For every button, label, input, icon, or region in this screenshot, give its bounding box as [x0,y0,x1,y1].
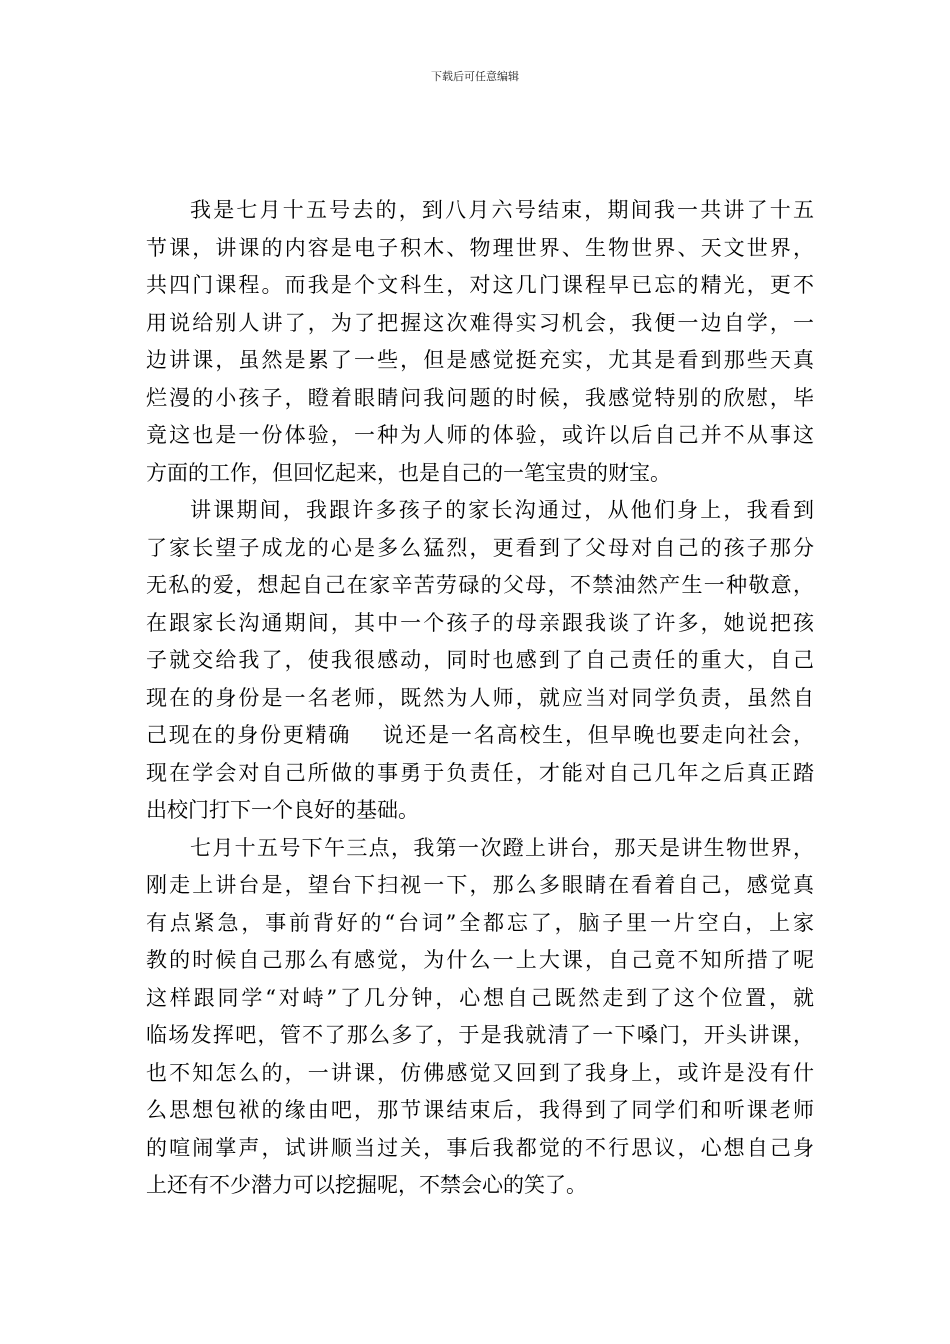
text-line: 节课，讲课的内容是电子积木、物理世界、生物世界、天文世界， [146,235,814,260]
text-line: 在跟家长沟通期间，其中一个孩子的母亲跟我谈了许多，她说把孩 [146,610,814,635]
text-line: 我是七月十五号去的，到八月六号结束，期间我一共讲了十五 [190,198,814,222]
text-line: 己现在的身份更精确 说还是一名高校生，但早晚也要走向社会， [146,723,814,747]
text-line: 方面的工作，但回忆起来，也是自己的一笔宝贵的财宝。 [146,460,671,485]
text-line: 竟这也是一份体验，一种为人师的体验，或许以后自己并不从事这 [146,423,814,447]
text-line: 现在学会对自己所做的事勇于负责任，才能对自己几年之后真正踏 [146,760,814,785]
text-line: 烂漫的小孩子，瞪着眼睛问我问题的时候，我感觉特别的欣慰，毕 [146,385,814,410]
text-line: 共四门课程。而我是个文科生，对这几门课程早已忘的精光，更不 [146,273,814,297]
text-line: 上还有不少潜力可以挖掘呢，不禁会心的笑了。 [146,1173,587,1197]
text-line: 讲课期间，我跟许多孩子的家长沟通过，从他们身上，我看到 [190,498,814,522]
text-line: 的喧闹掌声，试讲顺当过关，事后我都觉的不行思议，心想自己身 [146,1135,814,1160]
page-header: 下载后可任意编辑 [431,70,519,83]
text-line: 了家长望子成龙的心是多么猛烈，更看到了父母对自己的孩子那分 [146,535,814,560]
text-line: 刚走上讲台是，望台下扫视一下，那么多眼睛在看着自己，感觉真 [146,873,814,897]
text-line: 临场发挥吧，管不了那么多了，于是我就清了一下嗓门，开头讲课， [146,1023,814,1047]
text-line: 有点紧急，事前背好的“台词”全都忘了，脑子里一片空白，上家 [146,910,814,935]
text-line: 教的时候自己那么有感觉，为什么一上大课，自己竟不知所措了呢 [146,948,814,972]
text-line: 么思想包袱的缘由吧，那节课结束后，我得到了同学们和听课老师 [146,1098,814,1122]
text-line: 七月十五号下午三点，我第一次蹬上讲台，那天是讲生物世界， [190,835,814,860]
paragraph-2 [146,492,814,830]
text-line: 无私的爱，想起自己在家辛苦劳碌的父母，不禁油然产生一种敬意， [146,573,814,597]
text-line: 这样跟同学“对峙”了几分钟，心想自己既然走到了这个位置，就 [146,985,814,1010]
paragraph-1 [146,192,814,492]
document-body [146,192,814,1205]
text-line: 出校门打下一个良好的基础。 [146,798,419,822]
text-line: 现在的身份是一名老师，既然为人师，就应当对同学负责，虽然自 [146,685,814,710]
text-line: 子就交给我了，使我很感动，同时也感到了自己责任的重大，自己 [146,648,814,672]
text-line: 用说给别人讲了，为了把握这次难得实习机会，我便一边自学，一 [146,310,814,335]
text-line: 也不知怎么的，一讲课，仿佛感觉又回到了我身上，或许是没有什 [146,1060,814,1085]
paragraph-3 [146,830,814,1205]
text-line: 边讲课，虽然是累了一些，但是感觉挺充实，尤其是看到那些天真 [146,348,814,372]
